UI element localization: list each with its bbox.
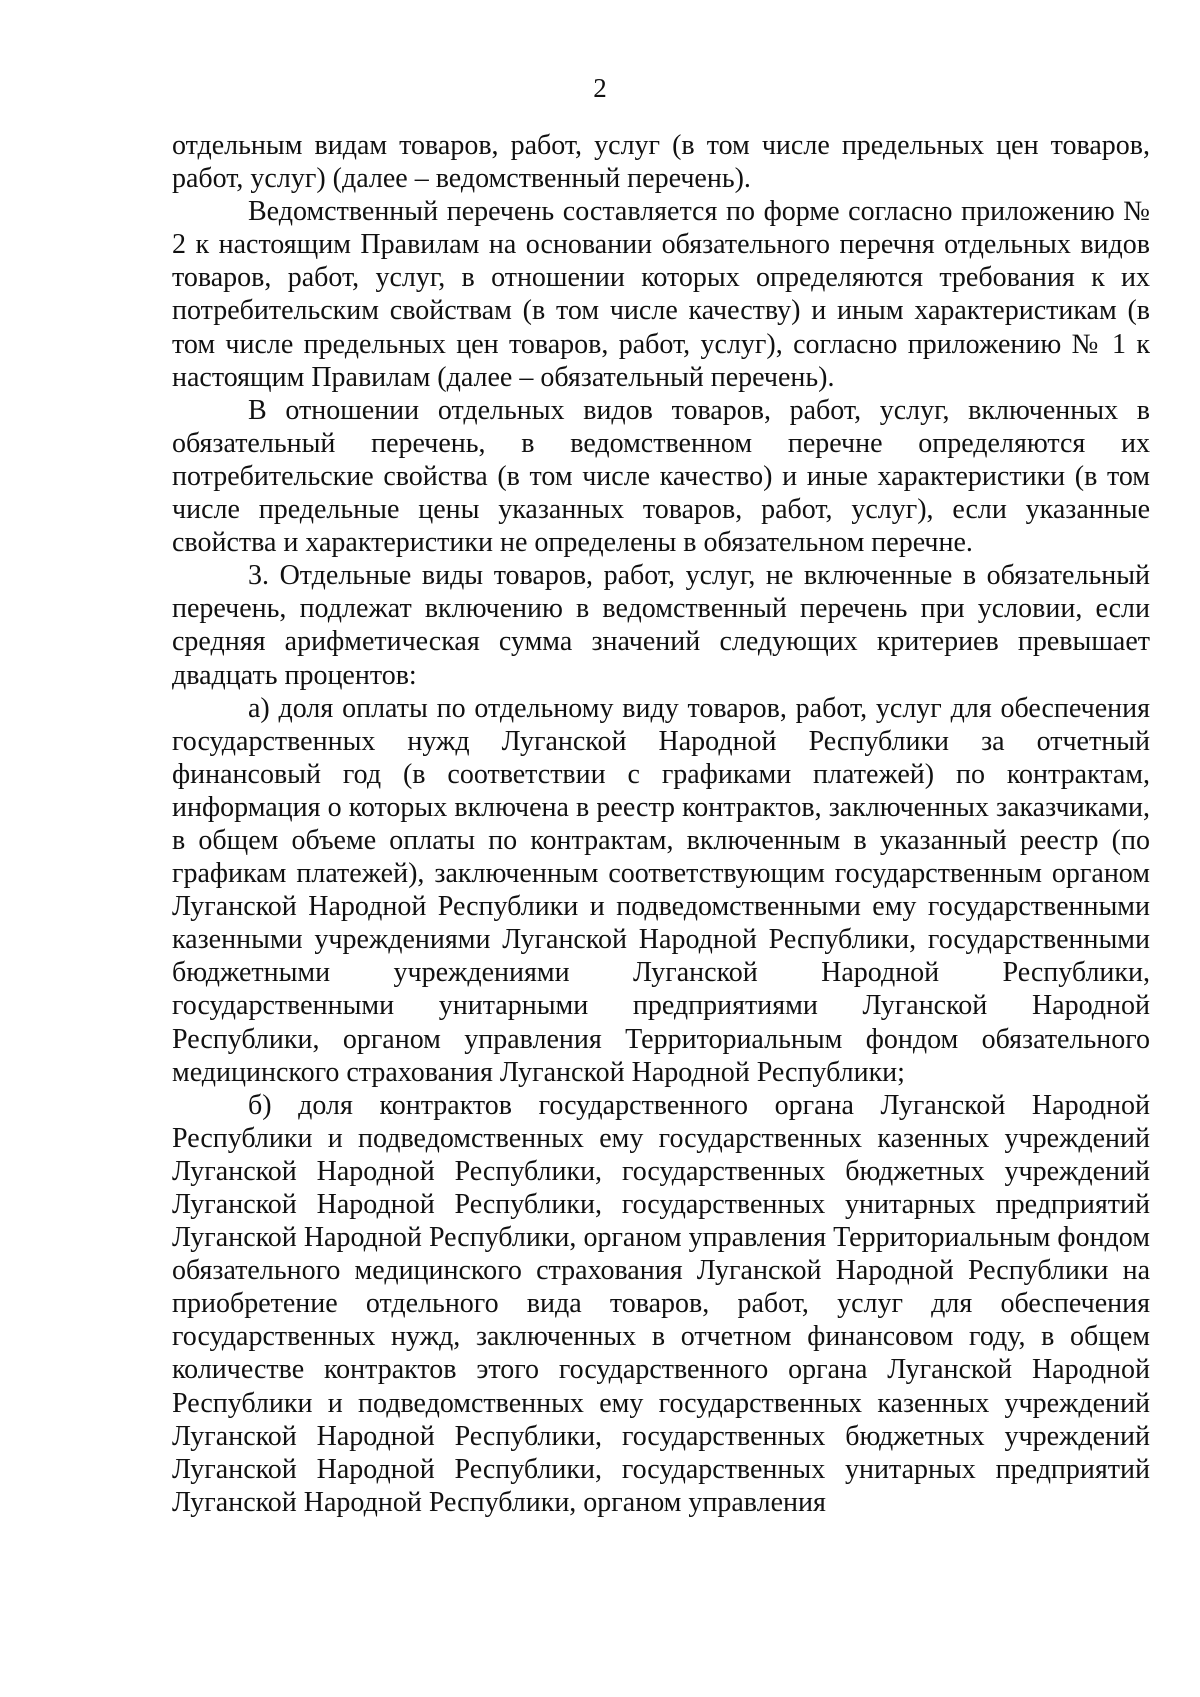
- paragraph-continuation: отдельным видам товаров, работ, услуг (в том числе предельных цен товаров, работ, услуг) (далее – ведомственный перечень).: [172, 130, 1150, 195]
- paragraph-item-3: 3. Отдельные виды товаров, работ, услуг, не включенные в обязательный перечень, подлежат включению в ведомственный перечень при условии, если средняя арифметическая сумма значений следующих критериев превышает двадцать процентов:: [172, 560, 1150, 691]
- document-body: [172, 129, 1150, 1519]
- paragraph-subitem-a: а) доля оплаты по отдельному виду товаров, работ, услуг для обеспечения государственных нужд Луганской Народной Республики за отчетный финансовый год (в соответствии с графиками платежей) по контрактам, информация о которых включена в реестр контрактов, заключенных заказчиками, в общем объеме оплаты по контрактам, включенным в указанный реестр (по графикам платежей), заключенным соответствующим государственным органом Луганской Народной Республики и подведомственными ему государственными казенными учреждениями Луганской Народной Республики, государственными бюджетными учреждениями Луганской Народной Республики, государственными унитарными предприятиями Луганской Народной Республики, органом управления Территориальным фондом обязательного медицинского страхования Луганской Народной Республики;: [172, 692, 1150, 1088]
- paragraph-subitem-b: б) доля контрактов государственного органа Луганской Народной Республики и подведомственных ему государственных казенных учреждений Луганской Народной Республики, государственных бюджетных учреждений Луганской Народной Республики, государственных унитарных предприятий Луганской Народной Республики, органом управления Территориальным фондом обязательного медицинского страхования Луганской Народной Республики на приобретение отдельного вида товаров, работ, услуг для обеспечения государственных нужд, заключенных в отчетном финансовом году, в общем количестве контрактов этого государственного органа Луганской Народной Республики и подведомственных ему государственных казенных учреждений Луганской Народной Республики, государственных бюджетных учреждений Луганской Народной Республики, государственных унитарных предприятий Луганской Народной Республики, органом управления: [172, 1089, 1150, 1518]
- paragraph-departmental-list: Ведомственный перечень составляется по форме согласно приложению № 2 к настоящим Правилам на основании обязательного перечня отдельных видов товаров, работ, услуг, в отношении которых определяются требования к их потребительским свойствам (в том числе качеству) и иным характеристикам (в том числе предельных цен товаров, работ, услуг), согласно приложению № 1 к настоящим Правилам (далее – обязательный перечень).: [172, 196, 1150, 393]
- paragraph-properties: В отношении отдельных видов товаров, работ, услуг, включенных в обязательный перечень, в ведомственном перечне определяются их потребительские свойства (в том числе качество) и иные характеристики (в том числе предельные цены указанных товаров, работ, услуг), если указанные свойства и характеристики не определены в обязательном перечне.: [172, 394, 1150, 559]
- page-number: 2: [593, 73, 607, 103]
